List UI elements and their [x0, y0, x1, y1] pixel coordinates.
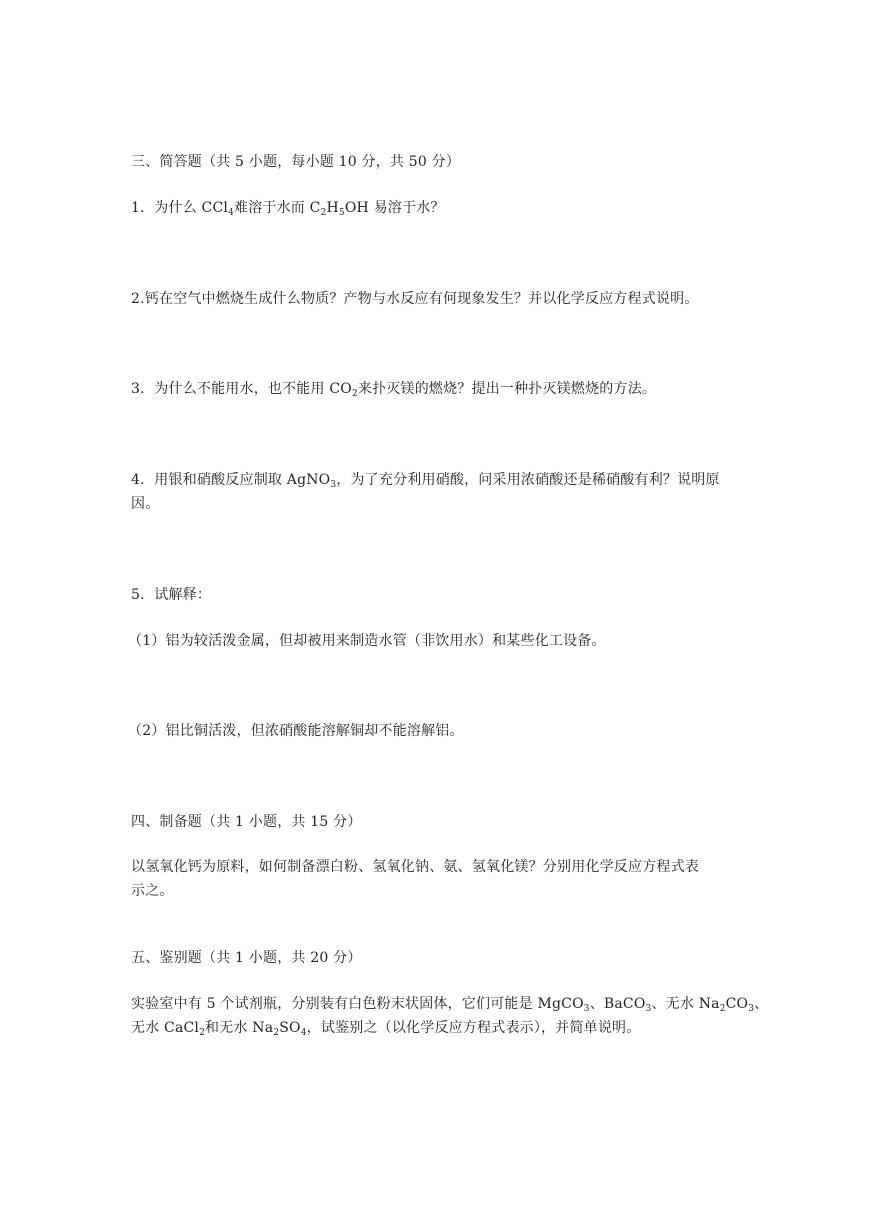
s5-l1-sub-b: 3	[645, 1004, 652, 1014]
s5-l1-c: 、BaCO	[589, 996, 646, 1012]
s5-l1-sub-a: 3	[583, 1004, 590, 1014]
s5-l2-a: 无水 CaCl	[131, 1020, 200, 1036]
section-5-line-2	[131, 1016, 751, 1040]
s5-l2-sub-b: 2	[273, 1028, 280, 1038]
section-3-heading: 三、简答题（共 5 小题，每小题 10 分，共 50 分）	[131, 154, 461, 170]
question-5: 5．试解释：	[131, 587, 212, 603]
question-4-line-1	[131, 468, 751, 492]
s5-l1-g: CO	[725, 996, 749, 1012]
question-3	[131, 377, 751, 401]
q1-text-e: H	[326, 200, 339, 216]
s5-l2-e: SO	[279, 1020, 301, 1036]
s5-l1-e: 、无水 Na	[651, 996, 720, 1012]
s5-l2-sub-c: 4	[300, 1028, 307, 1038]
section-5-heading: 五、鉴别题（共 1 小题，共 20 分）	[131, 950, 362, 966]
q4-text-a: 4．用银和硝酸反应制取 AgNO	[131, 472, 331, 488]
s5-l1-a: 实验室中有 5 个试剂瓶，分别装有白色粉末状固体，它们可能是 MgCO	[131, 996, 584, 1012]
s5-l1-sub-c: 2	[719, 1004, 726, 1014]
question-4-line-2: 因。	[131, 496, 160, 512]
q4-text-c: ，为了充分利用硝酸，问采用浓硝酸还是稀硝酸有利？说明原	[336, 472, 720, 488]
q3-sub-2: 2	[351, 389, 358, 399]
q1-text-g: OH 易溶于水？	[344, 200, 445, 216]
question-5-part-2: （2）铝比铜活泼，但浓硝酸能溶解铜却不能溶解铝。	[128, 723, 464, 739]
q1-sub-5: 5	[338, 208, 345, 218]
section-4-line-1: 以氢氧化钙为原料，如何制备漂白粉、氢氧化钠、氨、氢氧化镁？分别用化学反应方程式表	[131, 859, 699, 875]
s5-l2-c: 和无水 Na	[205, 1020, 274, 1036]
question-2: 2.钙在空气中燃烧生成什么物质？产物与水反应有何现象发生？并以化学反应方程式说明。	[131, 291, 699, 307]
q3-text-c: 来扑灭镁的燃烧？提出一种扑灭镁燃烧的方法。	[357, 381, 657, 397]
section-5-line-1	[131, 992, 769, 1016]
q1-text-a: 1．为什么 CCl	[131, 200, 229, 216]
s5-l2-g: ，试鉴别之（以化学反应方程式表示），并简单说明。	[306, 1020, 641, 1036]
q4-sub-3: 3	[330, 480, 337, 490]
section-4-line-2: 示之。	[131, 883, 174, 899]
s5-l1-i: 、	[754, 996, 769, 1012]
s5-l2-sub-a: 2	[199, 1028, 206, 1038]
question-1	[131, 196, 751, 220]
q1-sub-4: 4	[228, 208, 234, 218]
question-5-part-1: （1）铝为较活泼金属，但却被用来制造水管（非饮用水）和某些化工设备。	[128, 633, 606, 649]
q1-sub-2: 2	[320, 208, 327, 218]
section-4-heading: 四、制备题（共 1 小题，共 15 分）	[131, 814, 362, 830]
s5-l1-sub-d: 3	[748, 1004, 755, 1014]
q3-text-a: 3．为什么不能用水，也不能用 CO	[131, 381, 352, 397]
q1-text-c: 难溶于水而 C	[234, 200, 321, 216]
